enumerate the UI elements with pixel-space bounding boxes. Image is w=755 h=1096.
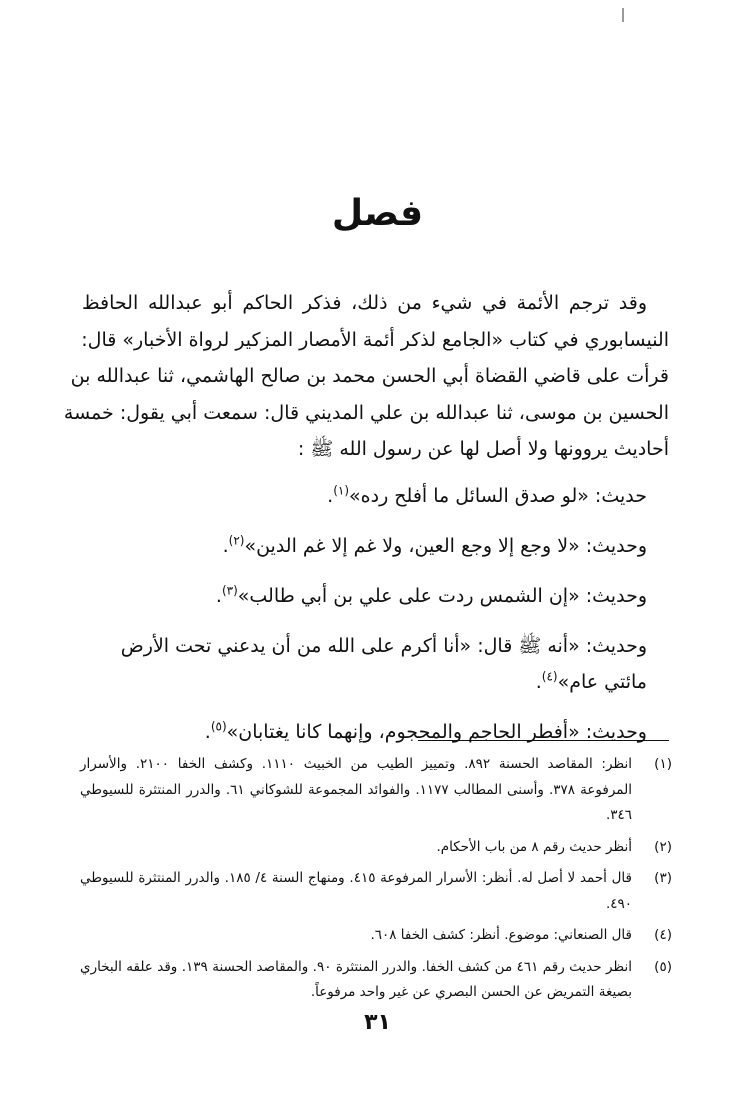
hadith-list [82, 478, 669, 764]
footnote-text: انظر حديث رقم ٤٦١ من كشف الخفا. والدرر المنتثرة ٩٠. والمقاصد الحسنة ١٣٩. وقد علقه البخاري بصيغة التمريض عن الحسن البصري عن غير واحد مرفوعاً. [80, 958, 633, 1000]
footnote-number: (٣) [654, 870, 672, 886]
section-title: فصل [331, 193, 424, 234]
footnote-ref[interactable]: (٢) [228, 533, 245, 548]
footnote-item [80, 866, 672, 917]
hadith-end: . [327, 485, 334, 507]
intro-paragraph [63, 285, 669, 468]
footnotes-list [80, 752, 672, 1012]
footnote-divider [418, 740, 669, 741]
footnote-item [80, 752, 672, 829]
hadith-item [82, 578, 669, 614]
hadith-text: وحديث: «إن الشمس ردت على علي بن أبي طالب» [237, 585, 647, 607]
hadith-text: حديث: «لو صدق السائل ما أفلح رده» [349, 485, 647, 507]
intro-line: الحسين بن موسى، ثنا عبدالله بن علي المديني قال: سمعت أبي يقول: خمسة [63, 401, 669, 424]
intro-line: قرأت على قاضي القضاة أبي الحسن محمد بن صالح الهاشمي، ثنا عبدالله بن [70, 365, 669, 387]
footnote-number: (٤) [654, 927, 672, 943]
footnote-ref[interactable]: (٥) [210, 719, 227, 734]
footnote-item [80, 955, 672, 1006]
footnote-text: قال الصنعاني: موضوع. أنظر: كشف الخفا ٦٠٨. [370, 927, 632, 943]
footnote-text: انظر: المقاصد الحسنة ٨٩٢. وتمييز الطيب من الخبيث ١١١٠. وكشف الخفا ٢١٠٠. والأسرار المرفوعة ٣٧٨. وأسنى المطالب ١١٧٧. والفوائد المجموعة للشوكاني ٦١. والدرر المنتثرة للسيوطي ٣٤٦. [80, 756, 633, 823]
hadith-item [82, 528, 669, 564]
hadith-end: . [222, 535, 229, 557]
hadith-item [82, 478, 669, 514]
hadith-item [82, 714, 669, 750]
hadith-end: . [215, 585, 222, 607]
footnote-text: أنظر حديث رقم ٨ من باب الأحكام. [436, 838, 632, 855]
hadith-end: . [204, 721, 211, 743]
intro-line: وقد ترجم الأئمة في شيء من ذلك، فذكر الحاكم أبو عبدالله الحافظ [82, 292, 647, 314]
hadith-text: وحديث: «لا وجع إلا وجع العين، ولا غم إلا غم الدين» [244, 535, 647, 557]
hadith-text: وحديث: «أنه ﷺ قال: «أنا أكرم على الله من أن يدعني تحت الأرض مائتي عام» [120, 635, 647, 693]
scan-mark [622, 8, 624, 22]
footnote-ref[interactable]: (١) [333, 483, 350, 498]
footnote-ref[interactable]: (٣) [221, 583, 238, 598]
hadith-text: وحديث: «أفطر الحاجم والمحجوم، وإنهما كانا يغتابان» [226, 721, 647, 743]
page-number: ٣١ [364, 1010, 391, 1035]
intro-line: النيسابوري في كتاب «الجامع لذكر أئمة الأمصار المزكير لرواة الأخبار» قال: [81, 328, 669, 351]
hadith-item [82, 628, 669, 700]
footnote-item [80, 923, 672, 949]
footnote-text: قال أحمد لا أصل له. أنظر: الأسرار المرفوعة ٤١٥. ومنهاج السنة ٤/ ١٨٥. والدرر المنتثرة للسيوطي ٤٩٠. [80, 870, 632, 912]
footnote-item [80, 835, 672, 861]
footnote-number: (١) [654, 756, 672, 772]
footnote-ref[interactable]: (٤) [541, 669, 558, 684]
footnote-number: (٥) [654, 958, 672, 975]
hadith-end: . [535, 671, 542, 693]
footnote-number: (٢) [654, 838, 672, 855]
intro-line: أحاديث يروونها ولا أصل لها عن رسول الله ﷺ : [297, 438, 669, 460]
